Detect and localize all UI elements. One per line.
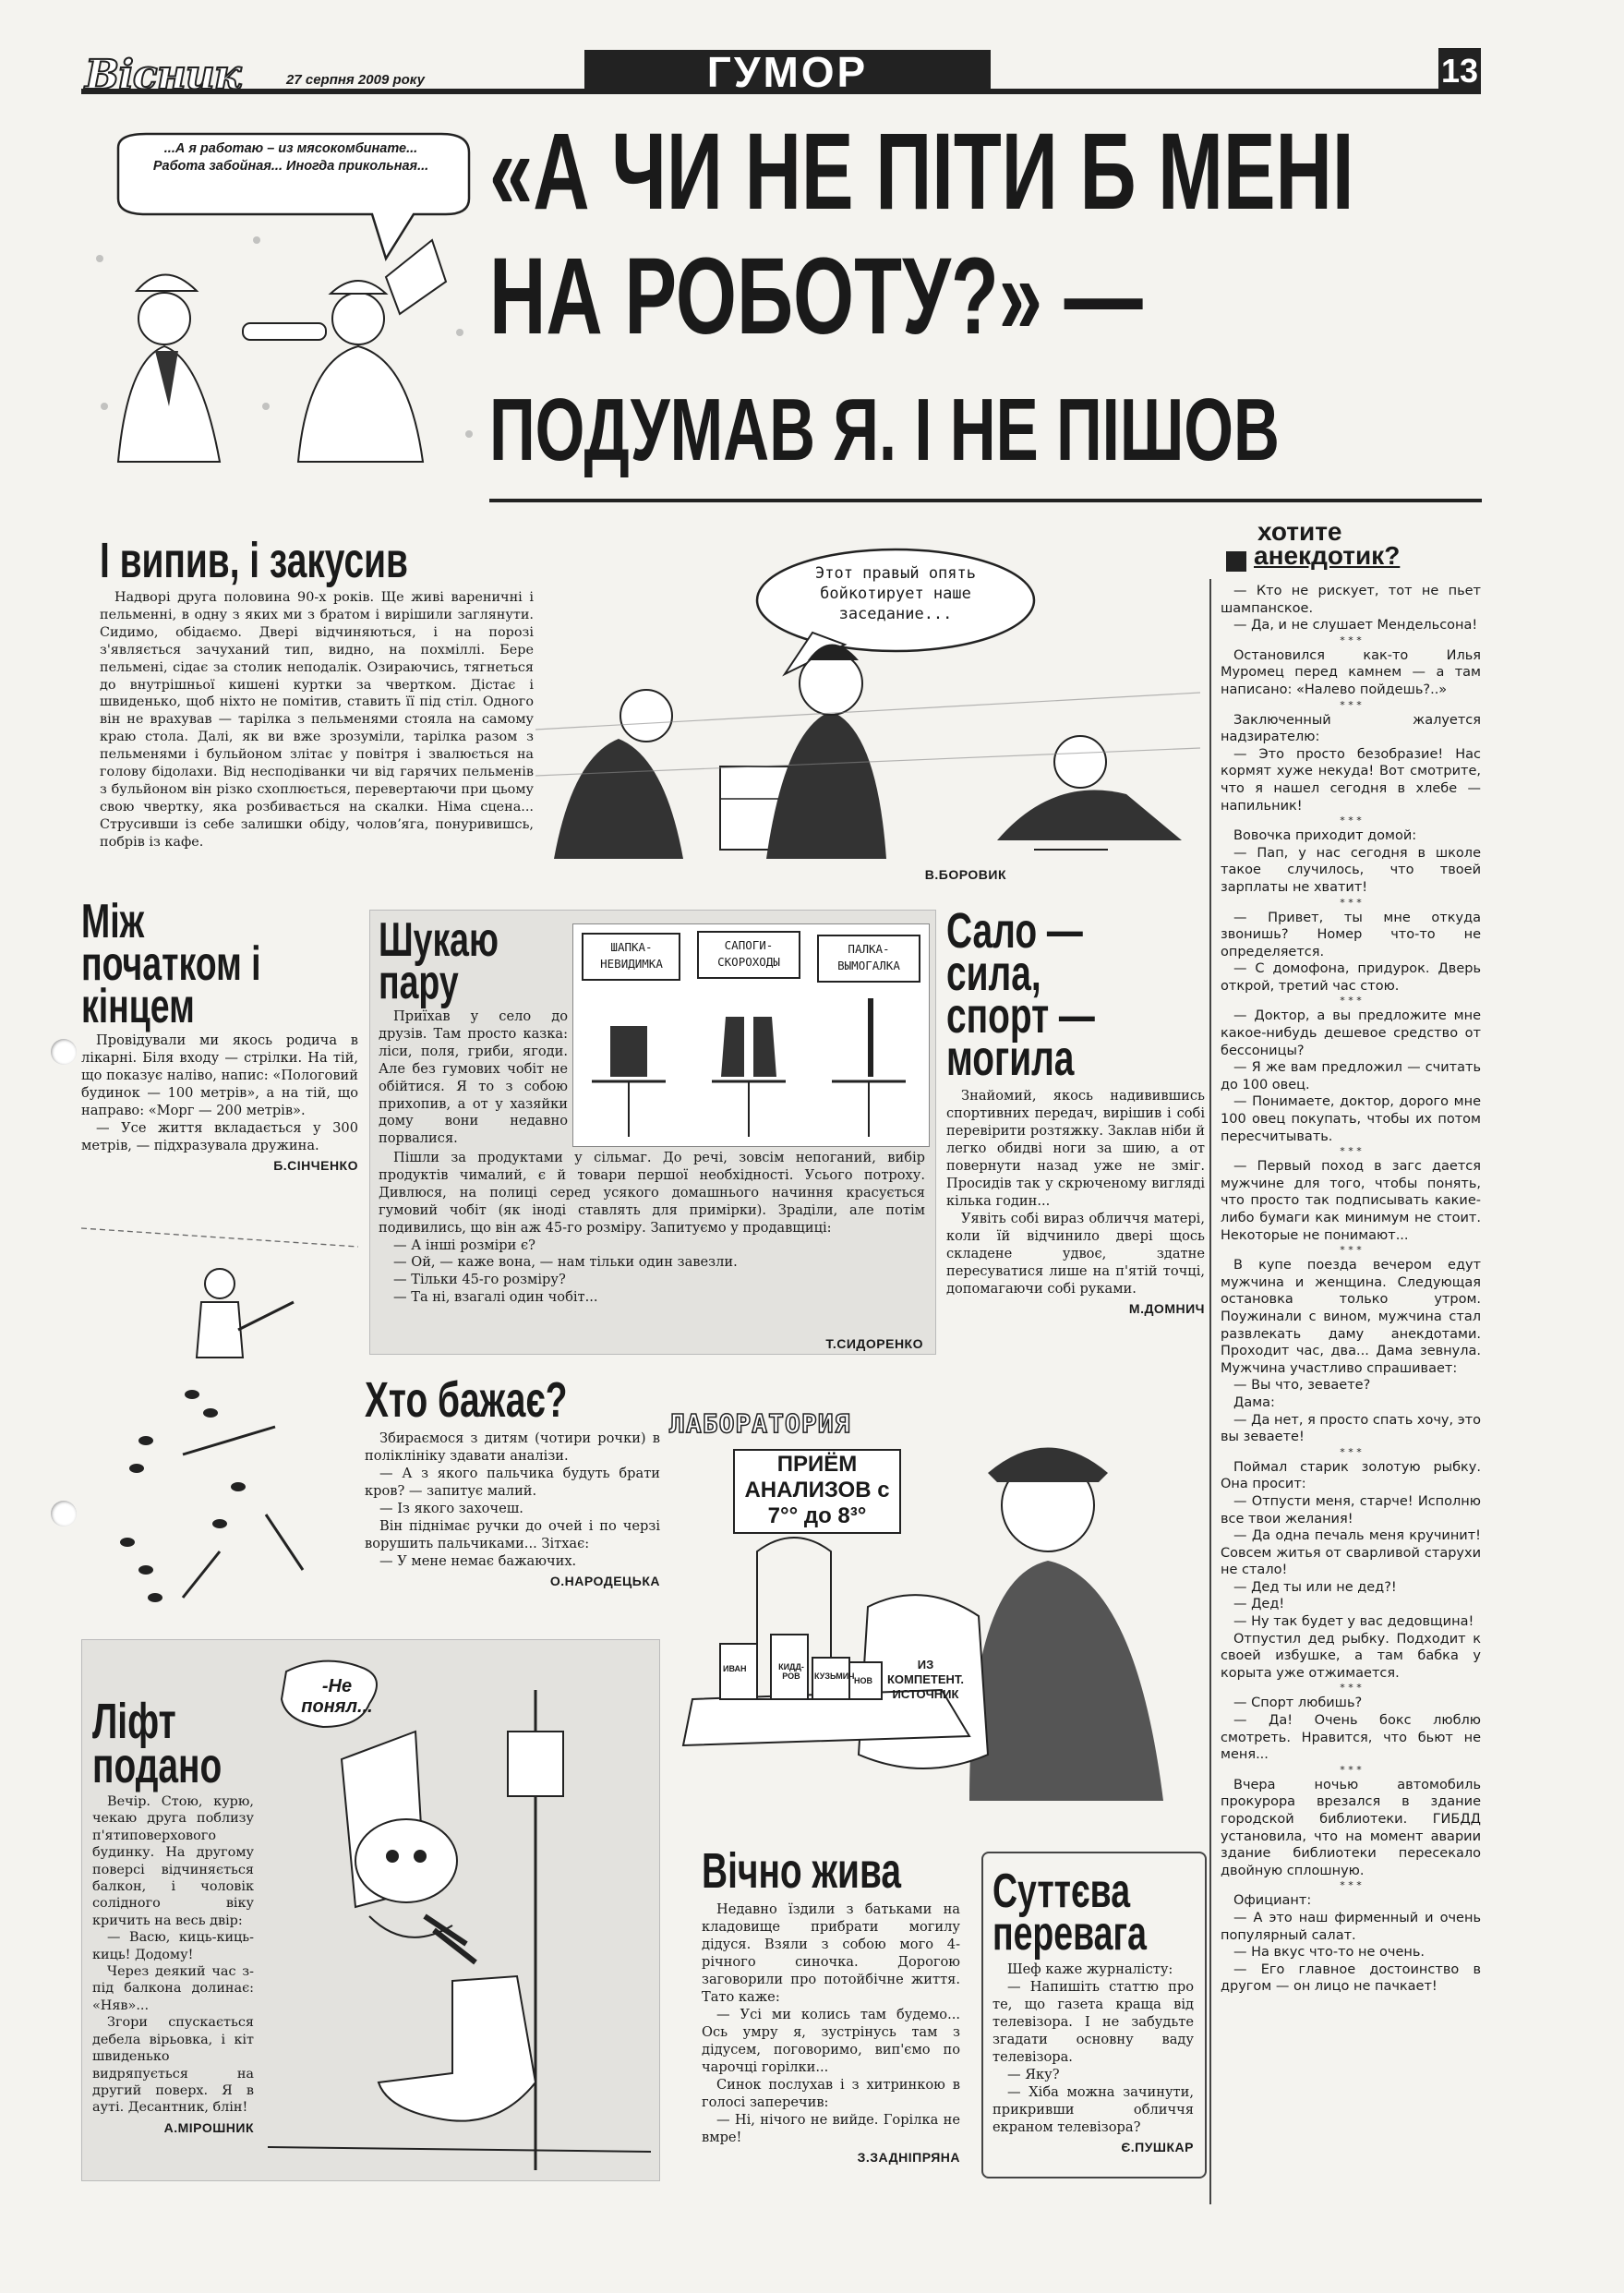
article-lift-p1: Вечір. Стою, курю, чекаю друга поблизу п'ятиповерхового будинку. На другому поверсі відчиняється балкон, і чоловік солідного віку кричить на весь двір: xyxy=(92,1794,254,1928)
lab-bottle-4: НОВ xyxy=(854,1676,872,1685)
cartoon-butchers xyxy=(81,129,487,476)
anekdot-line: — Кто не рискует, тот не пьет шампанское. xyxy=(1221,584,1481,616)
lab-board: ПРИЁМ АНАЛИЗОВ с 7°° до 8³° xyxy=(744,1452,890,1528)
article-shukayu-intro xyxy=(379,1008,568,1148)
cartoon-footprints-drawing xyxy=(81,1210,358,1625)
anekdot-line: Заключенный жалуется надзирателю: xyxy=(1221,712,1481,745)
boots-sign-1: ШАПКА-НЕВИДИМКА xyxy=(600,940,663,971)
headline-line1: «А ЧИ НЕ ПІТИ Б МЕНІ xyxy=(489,111,1354,233)
article-khto-p3: — У мене немає бажаючих. xyxy=(379,1553,577,1569)
article-suttieva-author: Є.ПУШКАР xyxy=(1121,2140,1194,2154)
article-mizh-title: Між початком і кінцем xyxy=(81,895,261,1033)
anekdot-line: — Я же вам предложил — считать до 100 овец. xyxy=(1221,1060,1481,1092)
lab-sign: ЛАБОРАТОРИЯ xyxy=(669,1408,851,1439)
anekdot-line: — Его главное достоинство в другом — он лицо не пачкает! xyxy=(1221,1961,1481,1995)
article-suttieva-p4: — Хіба можна зачинути, прикривши обличчя екраном телевізора? xyxy=(992,2084,1194,2135)
article-mizh-author: Б.СІНЧЕНКО xyxy=(273,1158,358,1173)
anekdot-line: Поймал старик золотую рыбку. Она просит: xyxy=(1221,1459,1481,1492)
article-lift-p3: Через деякий час з-під балкона долинає: «Няв»... xyxy=(92,1964,254,2013)
anekdot-separator: * * * xyxy=(1340,1445,1362,1458)
anekdot-marker xyxy=(1226,551,1246,572)
lab-jar-label: ИЗ КОМПЕТЕНТ. ИСТОЧНИК xyxy=(887,1658,964,1701)
headline-line3: ПОДУМАВ Я. І НЕ ПІШОВ xyxy=(489,380,1280,479)
lift-bubble: -Не понял... xyxy=(301,1676,373,1717)
article-lift-p4: Згори спускається дебела вірьовка, і кіт швиденько видряпується на другий поверх. Я в ауті. Десантник, блін! xyxy=(92,2015,254,2116)
anekdot-separator: * * * xyxy=(1340,698,1362,711)
anekdot-line: — Пап, у нас сегодня в школе такое случилось, что твоей зарплаты не хватит! xyxy=(1221,845,1481,895)
article-vypyv-author: В.БОРОВИК xyxy=(924,867,1006,882)
anekdot-separator: * * * xyxy=(1340,1145,1362,1158)
article-khto-p2: Він піднімає ручки до очей і по черзі ворушить пальчиками... Зітхає: xyxy=(365,1518,660,1551)
anekdot-list xyxy=(1221,583,1481,1996)
anekdot-column xyxy=(1217,517,1485,2193)
cartoon-lift-drawing xyxy=(268,1648,651,2170)
lab-bottle-2: КИДД-РОВ xyxy=(778,1662,804,1681)
article-vypyv-text: Надворі друга половина 90-х років. Ще живі вареничні і пельменні, в одну з яких ми з братом і вирішили заглянути. Сидимо, обідаємо. Двері відчиняються, і на порозі з'являється зачуханий тип, видно, на похміллі. Бере пельмені, сідає за столик неподалік. Озираючись, тягнеться до внутрішньої кишені куртки за чвертком. Дістає і швиденько, щоб ніхто не помітив, ставить її під стіл. Одного він не врахував — тарілка з пельменями стояла на самому краю стола. Далі, як ви вже зрозуміли, тарілка разом з пельменями і бульйоном злітає у повітря і звалюється на голову бідолахи. Від несподіванки чи від гарячих пельменів з бульйоном він різко схоплюється, перевертаючи при цьому свою чвертку, яка розбивається на скалки. Німа сцена... Струсивши із себе залишки обіду, чоловʼяга, понуривишсь, побрів із кафе. xyxy=(100,590,534,850)
article-mizh-text1: Провідували ми якось родича в лікарні. Біля входу — стрілки. На тій, що показує наліво, напис: «Пологовий будинок — 100 метрів», а на тій, що направо: «Морг — 200 метрів». xyxy=(81,1032,358,1118)
anekdot-line: — Да одна печаль меня кручинит! Совсем житья от сварливой старухи не стало! xyxy=(1221,1528,1481,1578)
issue-date: 27 серпня 2009 року xyxy=(286,72,425,88)
cartoon-butchers-bubble: ...А я работаю – из мясокомбинате... Работа забойная... Иногда прикольная... xyxy=(152,141,429,174)
article-lift-p2: — Васю, киць-киць-киць! Додому! xyxy=(92,1930,254,1962)
anekdot-separator: * * * xyxy=(1340,1879,1362,1892)
article-shukayu-title: Шукаю пару xyxy=(379,913,499,1009)
anekdot-line: В купе поезда вечером едут мужчина и женщина. Следующая остановка только утром. Поужинали с вином, мужчина стал развлекать даму анекдотами. Проходит час, два... Дама зевнула. Мужчина участливо спрашивает: xyxy=(1221,1258,1481,1376)
article-suttieva-p2: — Напишіть статтю про те, що газета краща від телевізора. І не забудьте згадати основну ваду телевізора. xyxy=(992,1979,1194,2065)
punch-hole-top xyxy=(51,1039,77,1065)
article-shukayu-p1: Приїхав у село до друзів. Там просто казка: ліси, поля, гриби, ягоди. Але без гумових чобіт не обійтися. Я то з собою прихопив, а от у хазяйки дому вони недавно порвалися. xyxy=(379,1008,568,1147)
anekdot-line: — Спорт любишь? xyxy=(1233,1696,1363,1711)
cartoon-meeting-bubble: Этот правый опять бойкотирует наше заседание... xyxy=(815,564,976,623)
logo: Вісник xyxy=(85,52,241,99)
article-vichno-p2: — Усі ми колись там будемо... Ось умру я, зустрінусь там з дідусем, поговоримо, вип'ємо по чарочці горілки... xyxy=(702,2007,960,2075)
section-title-text: ГУМОР xyxy=(706,48,869,96)
cartoon-footprints xyxy=(81,1210,358,1625)
article-khto-author: О.НАРОДЕЦЬКА xyxy=(549,1574,660,1588)
article-khto xyxy=(365,1372,660,1588)
article-lift-author: А.МІРОШНИК xyxy=(163,2119,254,2135)
anekdot-line: Вовочка приходит домой: xyxy=(1233,828,1417,844)
article-lift-title: Ліфт подано xyxy=(92,1694,223,1793)
punch-hole-bottom xyxy=(51,1501,77,1527)
anekdot-line: — Да, и не слушает Мендельсона! xyxy=(1233,618,1478,634)
cartoon-butchers-drawing xyxy=(81,129,487,476)
article-suttieva xyxy=(992,1865,1194,2154)
anekdot-line: — Это просто безобразие! Нас кормят хуже некуда! Вот смотрите, что я нашел сегодня в хлебе — напильник! xyxy=(1221,746,1481,814)
article-shukayu-d3: — Тільки 45-го розміру? xyxy=(393,1272,566,1288)
anekdot-line: Остановился как-то Илья Муромец перед камнем — а там написано: «Налево пойдешь?..» xyxy=(1221,647,1481,697)
page-number: 13 xyxy=(1438,48,1481,94)
cartoon-meeting xyxy=(535,545,1200,877)
anekdot-line: — Доктор, а вы предложите мне какое-нибудь дешевое средство от бессоницы? xyxy=(1221,1008,1481,1058)
cartoon-boots xyxy=(572,923,930,1147)
article-vichno-author: З.ЗАДНІПРЯНА xyxy=(857,2150,960,2165)
anekdot-line: — Вы что, зеваете? xyxy=(1233,1378,1371,1394)
article-salo-p1: Знайомий, якось надивившись спортивних передач, вирішив і собі перевірити розтяжку. Заклав ніби й легко обидві ноги за шию, а от повернути назад уже не зміг. Просидів так у скрюченому вигляді кілька годин... xyxy=(946,1088,1205,1209)
article-shukayu-author: Т.СИДОРЕНКО xyxy=(825,1336,923,1351)
article-salo-author: М.ДОМНИЧ xyxy=(1128,1301,1205,1316)
article-shukayu-main xyxy=(379,1150,925,1307)
anekdot-title-line1: хотите xyxy=(1257,517,1342,546)
cartoon-lab xyxy=(665,1394,1209,1801)
article-lift xyxy=(92,1694,254,2135)
section-title xyxy=(584,50,991,94)
anekdot-line: — Да! Очень бокс люблю смотреть. Нравится, что бьют не меня... xyxy=(1221,1713,1481,1763)
article-vichno-p3: Синок послухав і з хитринкою в голосі заперечив: xyxy=(702,2077,960,2110)
article-vichno-p1: Недавно їздили з батьками на кладовище прибрати могилу дідуся. Взяли з собою мого 4-річного синочка. Дорогою заговорили про потойбічне життя. Тато каже: xyxy=(702,1901,960,2005)
anekdot-separator: * * * xyxy=(1340,896,1362,909)
article-salo xyxy=(946,903,1205,1316)
anekdot-line: — Да нет, я просто спать хочу, это вы зеваете! xyxy=(1221,1412,1481,1445)
anekdot-line: Отпустил дед рыбку. Подходит к своей избушке, а там бабка у корыта уже отжимается. xyxy=(1221,1631,1481,1681)
article-shukayu-d2: — Ой, — каже вона, — нам тільки один завезли. xyxy=(393,1254,738,1271)
anekdot-separator: * * * xyxy=(1340,995,1362,1008)
anekdot-separator: * * * xyxy=(1340,815,1362,827)
anekdot-separator: * * * xyxy=(1340,1763,1362,1776)
headline-underline xyxy=(489,499,1482,502)
article-vichno xyxy=(702,1843,960,2165)
article-suttieva-p3: — Яку? xyxy=(1007,2067,1060,2082)
anekdot-separator: * * * xyxy=(1340,1244,1362,1257)
anekdot-line: — На вкус что-то не очень. xyxy=(1233,1945,1426,1961)
article-khto-title: Хто бажає? xyxy=(365,1372,568,1428)
anekdot-separator: * * * xyxy=(1340,634,1362,646)
article-shukayu-p2: Пішли за продуктами у сільмаг. До речі, зовсім непоганий, вибір продуктів чималий, є й товари першої необхідності. Усього потроху. Дивлюся, на полиці серед усякого домашнього начиння красується гумовий чобіт (як іноді ставлять для примірки). Зраділи, але потім подивились, що він аж 45-го розміру. Запитуємо у продавщиці: xyxy=(379,1150,925,1236)
article-vypyv xyxy=(100,533,534,851)
anekdot-title-box xyxy=(1217,517,1485,577)
anekdot-line: — Первый поход в загс дается мужчине для того, чтобы понять, что просто так подписывать какие-либо бумаги как минимум не стоит. Некоторые не понимают... xyxy=(1221,1159,1481,1243)
article-salo-title: Сало — сила, спорт — могила xyxy=(946,903,1095,1086)
anekdot-line: — Дед! xyxy=(1233,1597,1285,1612)
article-khto-p1: Збираємося з дитям (чотири рочки) в поліклініку здавати аналізи. xyxy=(365,1430,660,1464)
anekdot-line: Дама: xyxy=(1233,1394,1275,1410)
article-salo-p2: Уявіть собі вираз обличчя матері, коли їй відчинило двері щось складене удвоє, здатне пересуватися лише на п'ятій точці, допомагаючи собі руками. xyxy=(946,1211,1205,1297)
article-mizh xyxy=(81,895,358,1173)
article-vichno-title: Вічно жива xyxy=(702,1843,901,1899)
headline-line2: НА РОБОТУ?» — xyxy=(489,235,1143,357)
anekdot-line: — А это наш фирменный и очень популярный салат. xyxy=(1221,1910,1481,1943)
article-khto-d2: — Із якого захочеш. xyxy=(379,1501,523,1516)
article-suttieva-title: Суттєва перевага xyxy=(992,1865,1147,1961)
anekdot-line: — Привет, ты мне откуда звонишь? Номер что-то не определяется. xyxy=(1221,910,1481,959)
cartoon-lift xyxy=(268,1648,651,2170)
article-shukayu-d4: — Та ні, взагалі один чобіт... xyxy=(393,1289,598,1306)
masthead xyxy=(81,48,1480,100)
article-vypyv-title: І випив, і закусив xyxy=(100,533,408,588)
anekdot-line: — Отпусти меня, старче! Исполню все твои желания! xyxy=(1221,1493,1481,1527)
headline xyxy=(489,111,1482,508)
article-khto-d1: — А з якого пальчика будуть брати кров? — запитує малий. xyxy=(365,1466,660,1499)
boots-sign-3: ПАЛКА-ВЫМОГАЛКА xyxy=(837,942,900,972)
anekdot-line: Официант: xyxy=(1233,1893,1312,1909)
anekdot-line: Вчера ночью автомобиль прокурора врезался в здание городской библиотеки. ГИБДД установила, что на момент аварии здание библиотеки пересекало двойную сплошную. xyxy=(1221,1777,1481,1878)
lab-bottle-1: ИВАН xyxy=(723,1664,747,1673)
article-suttieva-p1: Шеф каже журналісту: xyxy=(1007,1961,1173,1977)
anekdot-line: — С домофона, придурок. Дверь открой, третий час стою. xyxy=(1221,961,1481,994)
anekdot-divider xyxy=(1209,579,1211,2204)
boots-sign-2: САПОГИ-СКОРОХОДЫ xyxy=(717,938,780,969)
anekdot-title-line2: анекдотик? xyxy=(1254,541,1401,570)
anekdot-line: — Понимаете, доктор, дорого мне 100 овец покупать, чтобы их потом пересчитывать. xyxy=(1221,1094,1481,1144)
lab-bottle-3: КУЗЬМИЧ xyxy=(814,1671,855,1681)
anekdot-line: — Дед ты или не дед?! xyxy=(1233,1579,1397,1595)
article-vichno-p4: — Ні, нічого не вийде. Горілка не вмре! xyxy=(702,2112,960,2145)
anekdot-line: — Ну так будет у вас дедовщина! xyxy=(1233,1614,1474,1630)
article-mizh-text2: — Усе життя вкладається у 300 метрів, — підхразувала дружина. xyxy=(81,1120,358,1153)
anekdot-separator: * * * xyxy=(1340,1682,1362,1695)
article-shukayu-d1: — А інші розміри є? xyxy=(393,1237,536,1253)
